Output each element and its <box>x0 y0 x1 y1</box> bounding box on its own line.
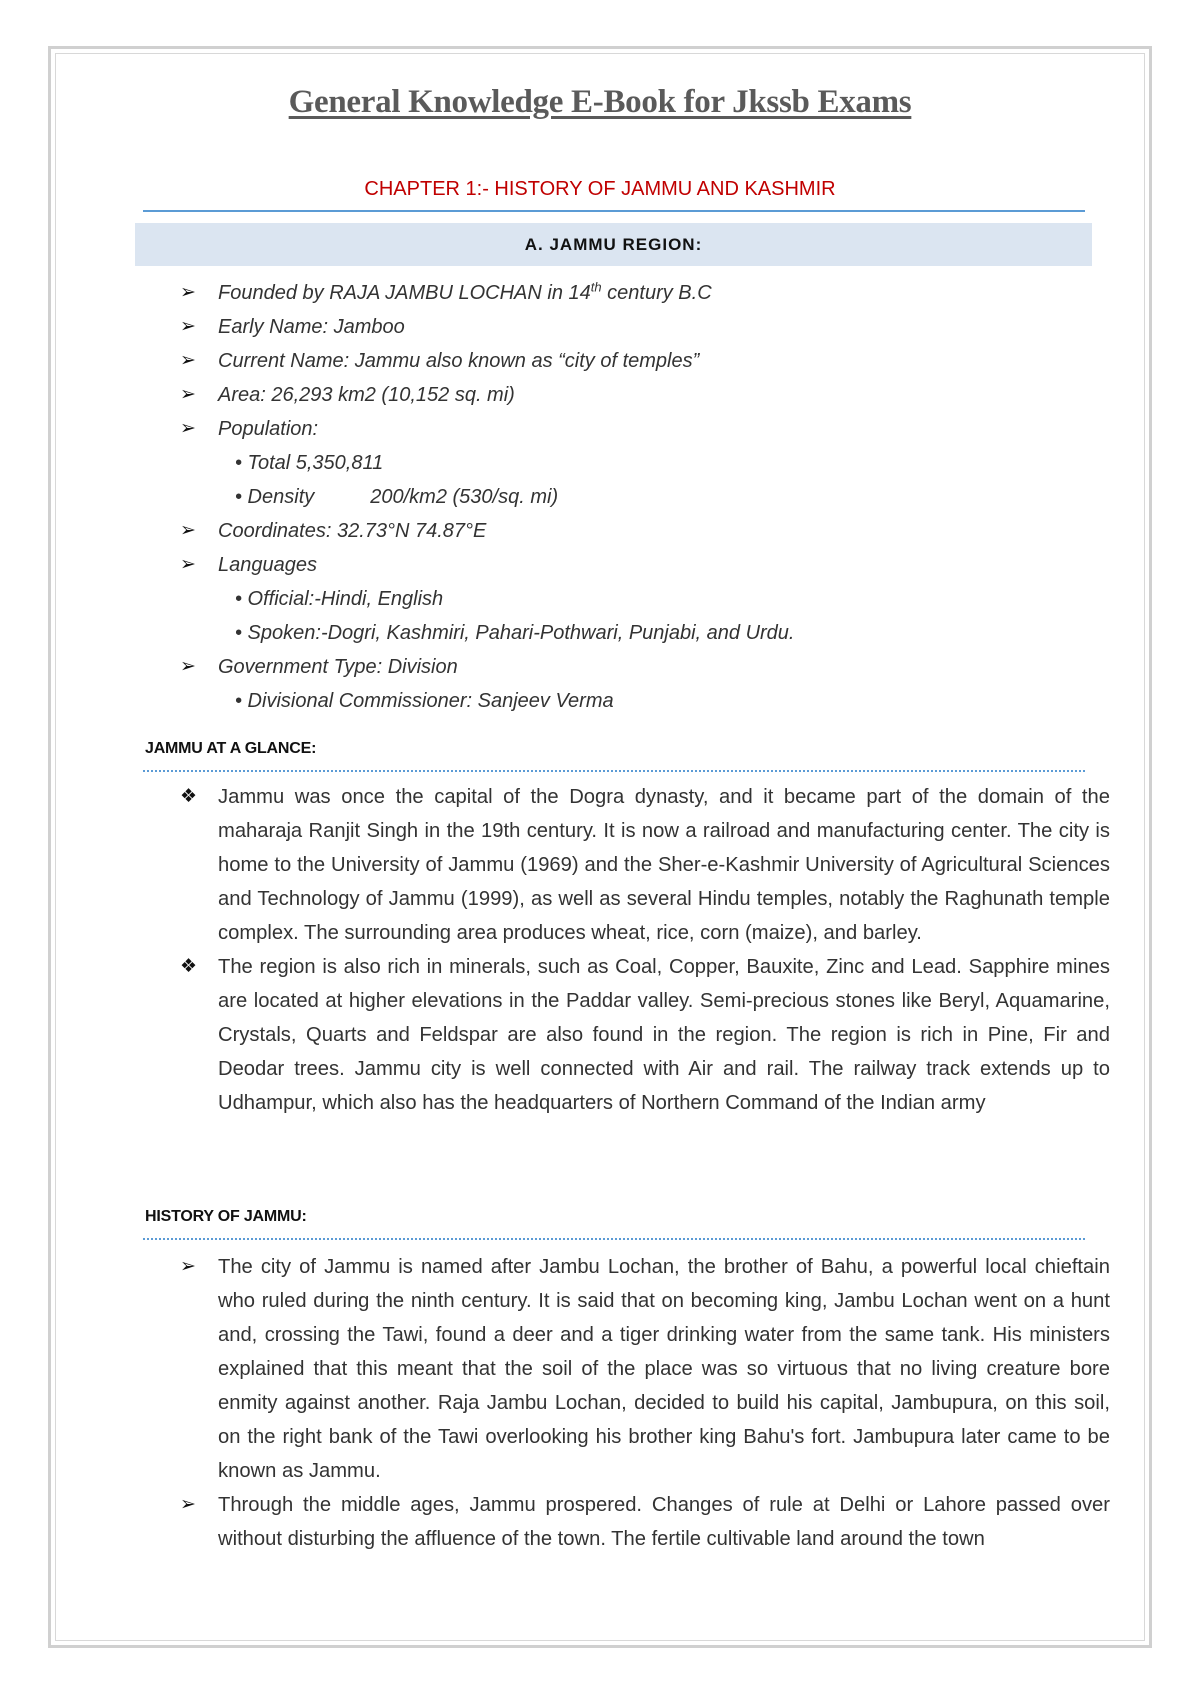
glance-item <box>180 780 1110 950</box>
density-value: 200/km2 (530/sq. mi) <box>370 486 559 508</box>
history-item-text: The city of Jammu is named after Jambu Lochan, the brother of Bahu, a powerful local chieftain who ruled during the ninth century. It is said that on becoming king, Jambu Lochan went on a hunt and, crossing the Tawi, found a deer and a tiger drinking water from the same tank. His ministers explained that this meant that the soil of the place was so virtuous that no living creature bore enmity against another. Raja Jambu Lochan, decided to build his capital, Jambupura, on this soil, on the right bank of the Tawi overlooking his brother king Bahu's fort. Jambupura later came to be known as Jammu. <box>218 1256 1110 1482</box>
arrow-bullet-icon: ➢ <box>180 554 196 575</box>
glance-heading: JAMMU AT A GLANCE: <box>145 740 317 757</box>
arrow-bullet-icon: ➢ <box>180 1494 196 1515</box>
glance-divider <box>143 770 1085 772</box>
history-heading: HISTORY OF JAMMU: <box>145 1208 307 1225</box>
arrow-bullet-icon: ➢ <box>180 656 196 677</box>
population-text: Population: <box>218 418 319 440</box>
language-official: • Official:-Hindi, English <box>235 588 444 610</box>
list-item-languages <box>180 548 1100 582</box>
population-total: • Total 5,350,811 <box>235 452 384 474</box>
languages-text: Languages <box>218 554 317 576</box>
history-item <box>180 1250 1110 1488</box>
population-density <box>180 480 1100 514</box>
glance-list <box>180 780 1110 1120</box>
history-item-text: Through the middle ages, Jammu prospered. Changes of rule at Delhi or Lahore passed over without disturbing the affluence of the town. The fertile cultivable land around the town <box>218 1494 1110 1550</box>
early-name-text: Early Name: Jamboo <box>218 316 405 338</box>
glance-item-text: The region is also rich in minerals, such as Coal, Copper, Bauxite, Zinc and Lead. Sapphire mines are located at higher elevations in the Paddar valley. Semi-precious stones like Beryl, Aquamarine, Crystals, Quarts and Feldspar are also found in the region. The region is rich in Pine, Fir and Deodar trees. Jammu city is well connected with Air and rail. The railway track extends up to Udhampur, which also has the headquarters of Northern Command of the Indian army <box>218 956 1110 1114</box>
arrow-bullet-icon: ➢ <box>180 282 196 303</box>
list-item-founded <box>180 276 1100 310</box>
founded-superscript: th <box>590 279 602 295</box>
jammu-facts-list <box>180 276 1100 718</box>
list-item-early-name <box>180 310 1100 344</box>
history-divider <box>143 1238 1085 1240</box>
document-title: General Knowledge E-Book for Jkssb Exams <box>288 84 912 120</box>
arrow-bullet-icon: ➢ <box>180 350 196 371</box>
chapter-divider <box>143 210 1085 212</box>
density-label: • Density <box>235 486 315 508</box>
region-heading: A. JAMMU REGION: <box>135 223 1092 266</box>
arrow-bullet-icon: ➢ <box>180 418 196 439</box>
current-name-text: Current Name: Jammu also known as “city of temples” <box>218 350 700 372</box>
coordinates-text: Coordinates: 32.73°N 74.87°E <box>218 520 487 542</box>
glance-item <box>180 950 1110 1120</box>
arrow-bullet-icon: ➢ <box>180 520 196 541</box>
divisional-commissioner: • Divisional Commissioner: Sanjeev Verma <box>235 690 614 712</box>
diamond-bullet-icon: ❖ <box>180 956 198 977</box>
history-list <box>180 1250 1110 1556</box>
government-text: Government Type: Division <box>218 656 458 678</box>
list-item-area <box>180 378 1100 412</box>
list-item-coordinates <box>180 514 1100 548</box>
language-spoken: • Spoken:-Dogri, Kashmiri, Pahari-Pothwari, Punjabi, and Urdu. <box>235 622 795 644</box>
list-item-government <box>180 650 1100 684</box>
diamond-bullet-icon: ❖ <box>180 786 198 807</box>
arrow-bullet-icon: ➢ <box>180 384 196 405</box>
chapter-heading: CHAPTER 1:- HISTORY OF JAMMU AND KASHMIR <box>364 178 836 200</box>
arrow-bullet-icon: ➢ <box>180 1256 196 1277</box>
area-text: Area: 26,293 km2 (10,152 sq. mi) <box>218 384 515 406</box>
founded-text: Founded by RAJA JAMBU LOCHAN in 14 <box>218 282 591 304</box>
history-item <box>180 1488 1110 1556</box>
list-item-current-name <box>180 344 1100 378</box>
founded-suffix: century B.C <box>601 282 712 304</box>
glance-item-text: Jammu was once the capital of the Dogra dynasty, and it became part of the domain of the maharaja Ranjit Singh in the 19th century. It is now a railroad and manufacturing center. The city is home to the University of Jammu (1969) and the Sher-e-Kashmir University of Agricultural Sciences and Technology of Jammu (1999), as well as several Hindu temples, notably the Raghunath temple complex. The surrounding area produces wheat, rice, corn (maize), and barley. <box>218 786 1110 944</box>
list-item-population <box>180 412 1100 446</box>
arrow-bullet-icon: ➢ <box>180 316 196 337</box>
